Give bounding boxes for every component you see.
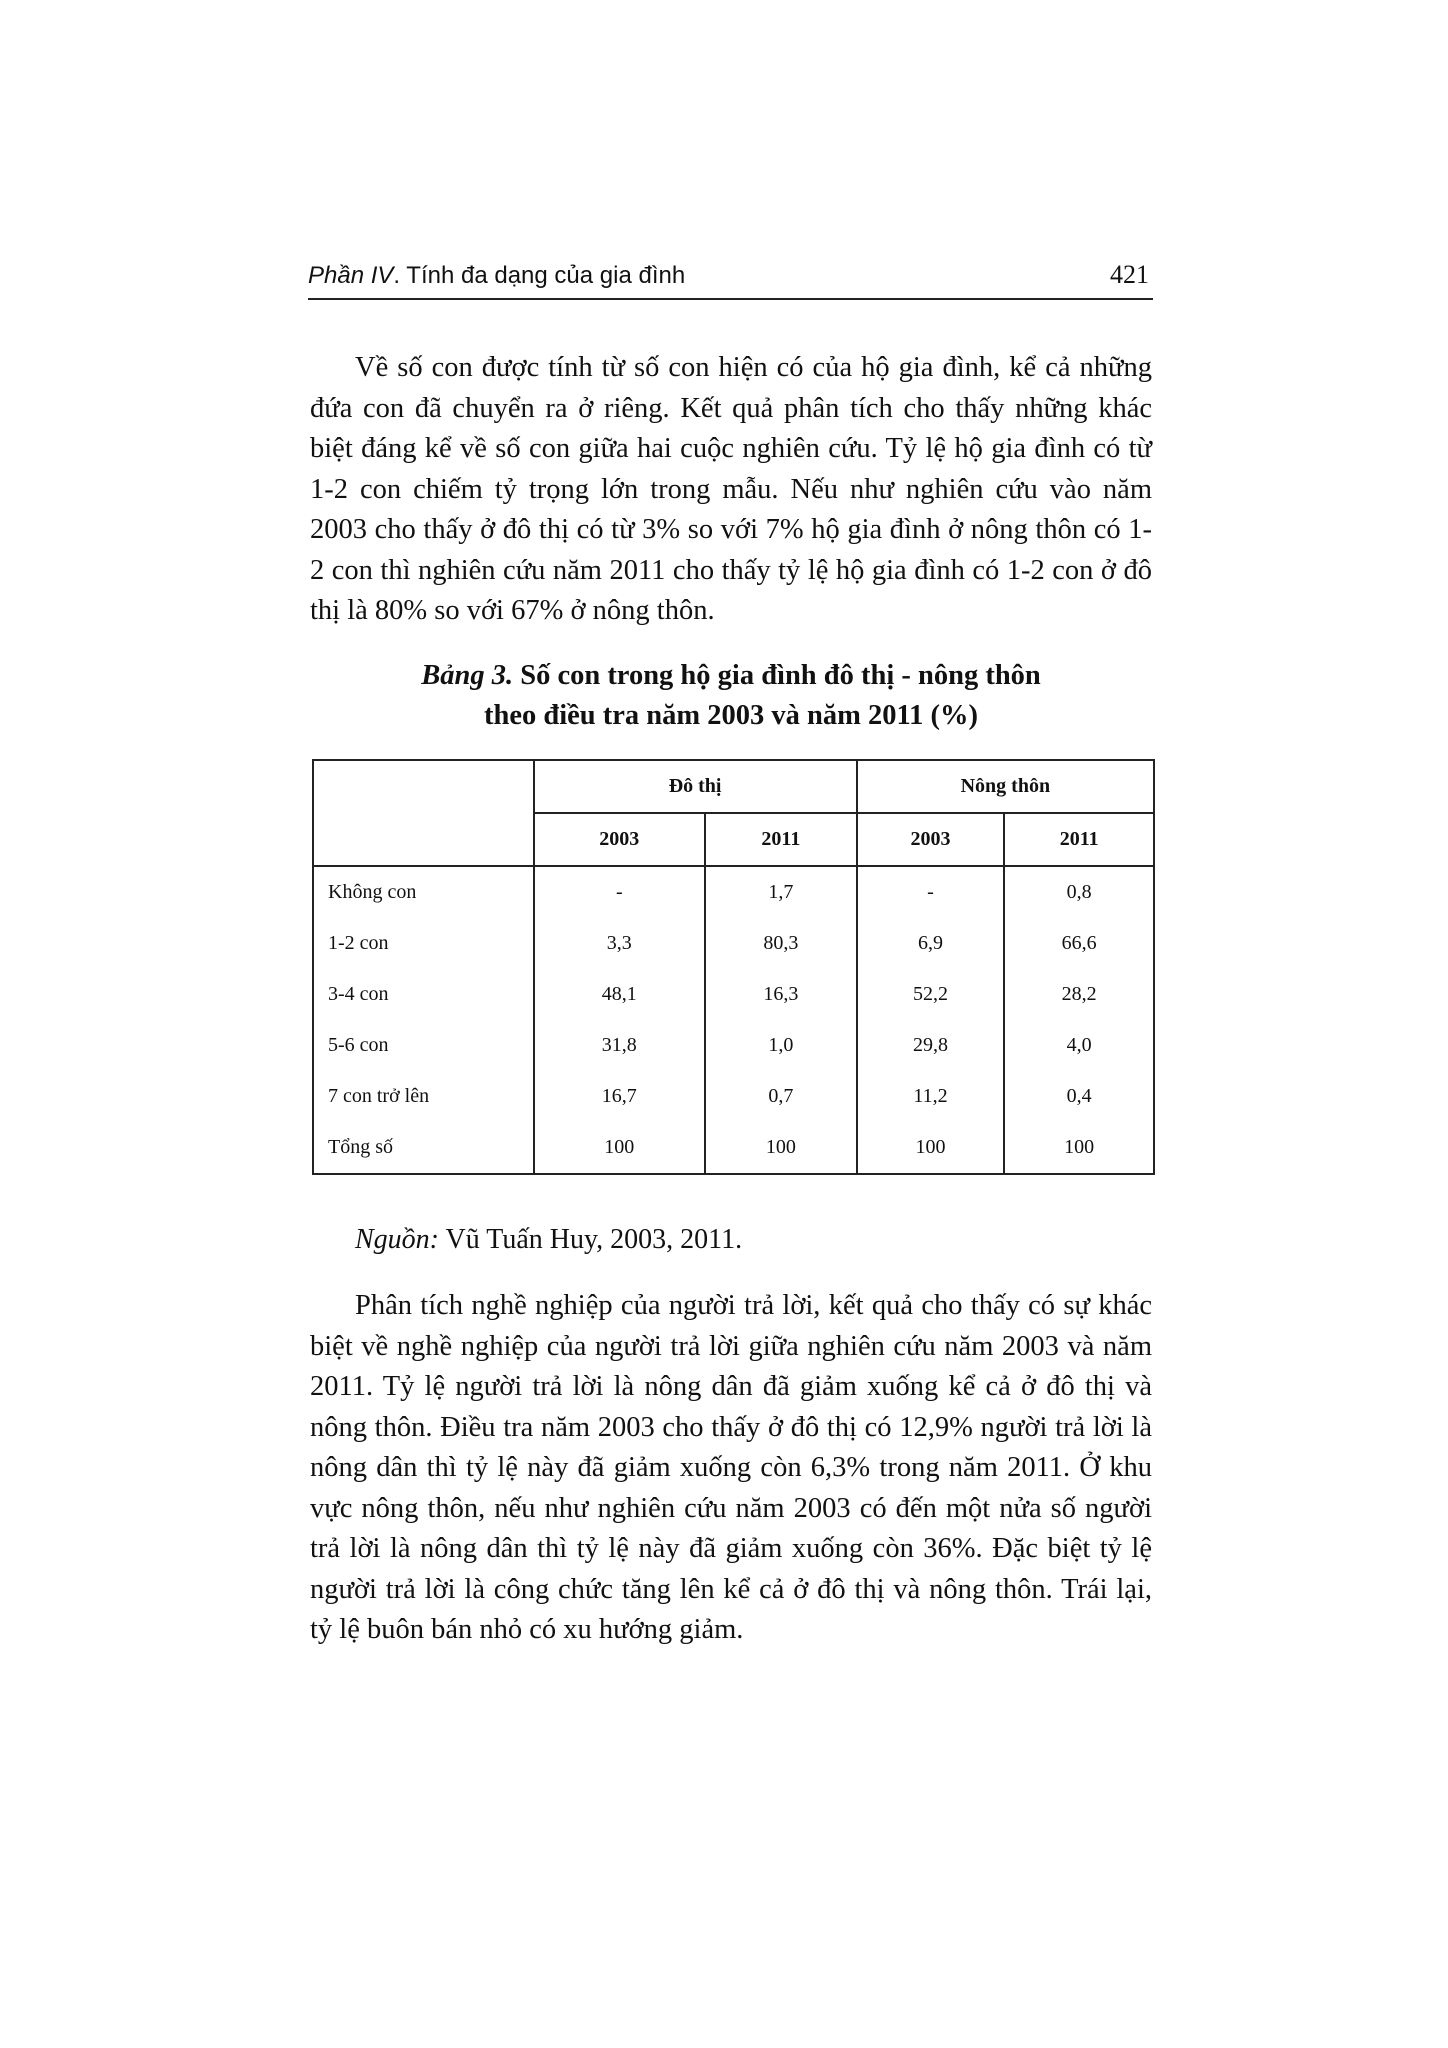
paragraph-number-of-children: Về số con được tính từ số con hiện có của hộ gia đình, kể cả những đứa con đã chuyển ra ở riêng. Kết quả phân tích cho thấy những khác biệt đáng kể về số con giữa hai cuộc nghiên cứu. Tỷ lệ hộ gia đình có từ 1-2 con chiếm tỷ trọng lớn trong mẫu. Nếu như nghiên cứu vào năm 2003 cho thấy ở đô thị có từ 3% so với 7% hộ gia đình ở nông thôn có 1-2 con thì nghiên cứu năm 2011 cho thấy tỷ lệ hộ gia đình có 1-2 con ở đô thị là 80% so với 67% ở nông thôn. — [310, 352, 1152, 626]
table-cell: 29,8 — [857, 1020, 1005, 1071]
table-cell: 16,3 — [705, 969, 857, 1020]
header-year: 2003 — [857, 813, 1005, 866]
table-source — [355, 1224, 742, 1256]
table-caption-label: Bảng 3. — [421, 660, 514, 691]
table-row — [313, 866, 1154, 918]
table-caption-line-2: theo điều tra năm 2003 và năm 2011 (%) — [484, 700, 978, 731]
row-label: 1-2 con — [313, 918, 534, 969]
table-row — [313, 1071, 1154, 1122]
table-row — [313, 1020, 1154, 1071]
table-row — [313, 1122, 1154, 1174]
table-row — [313, 969, 1154, 1020]
table-cell: 1,7 — [705, 866, 857, 918]
row-label: 5-6 con — [313, 1020, 534, 1071]
running-header-title — [308, 262, 685, 290]
table-cell: 11,2 — [857, 1071, 1005, 1122]
header-group-rural: Nông thôn — [857, 760, 1154, 813]
header-empty-cell — [313, 760, 534, 866]
header-group-urban: Đô thị — [534, 760, 857, 813]
table-cell: - — [857, 866, 1005, 918]
table-cell: 100 — [705, 1122, 857, 1174]
table-cell: 16,7 — [534, 1071, 706, 1122]
header-year: 2011 — [1004, 813, 1154, 866]
table-cell: 80,3 — [705, 918, 857, 969]
table-caption-line-1 — [310, 656, 1152, 696]
row-label: Tổng số — [313, 1122, 534, 1174]
header-year: 2011 — [705, 813, 857, 866]
table-cell: 100 — [857, 1122, 1005, 1174]
source-text: Vũ Tuấn Huy, 2003, 2011. — [439, 1224, 743, 1255]
table-cell: 1,0 — [705, 1020, 857, 1071]
paragraph-occupation: Phân tích nghề nghiệp của người trả lời, kết quả cho thấy có sự khác biệt về nghề nghiệp của người trả lời giữa nghiên cứu năm 2003 và năm 2011. Tỷ lệ người trả lời là nông dân đã giảm xuống kể cả ở đô thị và nông thôn. Điều tra năm 2003 cho thấy ở đô thị có 12,9% người trả lời là nông dân thì tỷ lệ này đã giảm xuống còn 6,3% trong năm 2011. Ở khu vực nông thôn, nếu như nghiên cứu năm 2003 có đến một nửa số người trả lời là nông dân thì tỷ lệ này đã giảm xuống còn 36%. Đặc biệt tỷ lệ người trả lời là công chức tăng lên kể cả ở đô thị và nông thôn. Trái lại, tỷ lệ buôn bán nhỏ có xu hướng giảm. — [310, 1290, 1152, 1645]
table-cell: 48,1 — [534, 969, 706, 1020]
running-header — [308, 258, 1153, 300]
source-label: Nguồn: — [355, 1224, 439, 1255]
page-number: 421 — [1110, 260, 1149, 289]
table-cell: 100 — [534, 1122, 706, 1174]
table-cell: 3,3 — [534, 918, 706, 969]
table-caption-title: Số con trong hộ gia đình đô thị - nông thôn — [513, 660, 1041, 691]
table-cell: 6,9 — [857, 918, 1005, 969]
table-cell: 28,2 — [1004, 969, 1154, 1020]
header-year: 2003 — [534, 813, 706, 866]
children-table — [312, 759, 1155, 1175]
section-title: . Tính đa dạng của gia đình — [393, 262, 686, 289]
table-cell: 0,8 — [1004, 866, 1154, 918]
table-row — [313, 918, 1154, 969]
row-label: 3-4 con — [313, 969, 534, 1020]
table-cell: - — [534, 866, 706, 918]
table-cell: 100 — [1004, 1122, 1154, 1174]
row-label: Không con — [313, 866, 534, 918]
row-label: 7 con trở lên — [313, 1071, 534, 1122]
part-label: Phần IV — [308, 262, 394, 289]
table-cell: 0,4 — [1004, 1071, 1154, 1122]
table-caption — [310, 656, 1152, 736]
table-cell: 4,0 — [1004, 1020, 1154, 1071]
table-cell: 52,2 — [857, 969, 1005, 1020]
table-cell: 0,7 — [705, 1071, 857, 1122]
table-cell: 31,8 — [534, 1020, 706, 1071]
table-cell: 66,6 — [1004, 918, 1154, 969]
